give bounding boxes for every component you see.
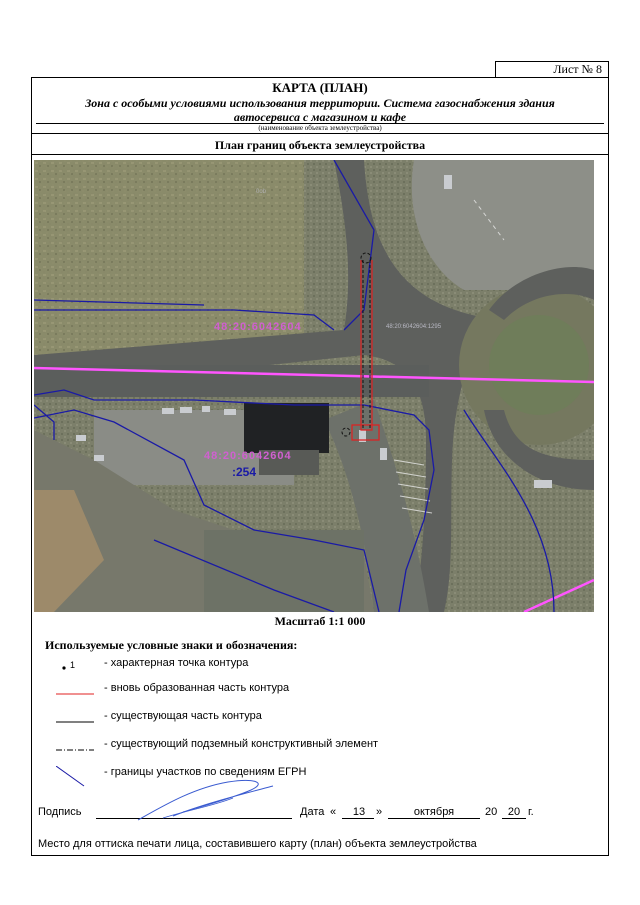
faint-top-label: 0ob xyxy=(256,189,267,195)
sheet-number: Лист № 8 xyxy=(495,61,609,78)
year-line xyxy=(502,818,526,819)
date-month: октября xyxy=(413,806,455,818)
faint-cadastral-label: 48:20:6042604:1295 xyxy=(386,324,442,330)
legend-text-underground: - существующий подземный конструктивный элемент xyxy=(104,738,379,750)
open-quote: « xyxy=(330,806,337,818)
divider-section xyxy=(31,154,609,155)
divider-top xyxy=(31,133,609,134)
year-suffix: 20 xyxy=(507,806,521,818)
date-day: 13 xyxy=(352,806,366,818)
dashdot-line-icon xyxy=(56,738,96,758)
handwritten-signature xyxy=(133,776,283,826)
legend-text-egrn: - границы участков по сведениям ЕГРН xyxy=(104,766,307,778)
document-subtitle: Зона с особыми условиями использования территории. Система газоснабжения здания автосервиса с магазином и кафе xyxy=(85,96,555,124)
parcel-label-top: 48:20:6042604 xyxy=(214,321,302,333)
scale-label: Масштаб 1:1 000 xyxy=(274,614,366,628)
map-canvas xyxy=(34,160,594,612)
red-line-icon xyxy=(56,682,96,702)
day-line xyxy=(342,818,374,819)
legend-item-point xyxy=(36,657,596,677)
legend-item-existing-contour xyxy=(36,710,596,730)
point-number: 1 xyxy=(70,660,76,670)
date-label: Дата xyxy=(300,806,325,818)
legend-title: Используемые условные знаки и обозначения: xyxy=(45,638,298,652)
signature-row xyxy=(38,804,608,824)
parcel-label-mid: 48:20:6042604 xyxy=(204,450,292,462)
legend-text-existing-contour: - существующая часть контура xyxy=(104,710,262,722)
legend-item-underground xyxy=(36,738,596,758)
subtitle-caption: (наименование объекта землеустройства) xyxy=(258,124,382,132)
close-quote: » xyxy=(376,806,383,818)
legend-text-point: - характерная точка контура xyxy=(104,657,249,669)
legend-text-new-contour: - вновь образованная часть контура xyxy=(104,682,290,694)
legend-item-egrn xyxy=(36,766,596,786)
blue-diagonal-icon xyxy=(56,766,96,786)
year-prefix: 20 xyxy=(485,806,498,818)
satellite-map xyxy=(34,160,594,612)
year-unit: г. xyxy=(528,806,534,818)
seal-place-text: Место для оттиска печати лица, составившего карту (план) объекта землеустройства xyxy=(38,838,477,850)
point-icon xyxy=(56,657,96,677)
legend-item-new-contour xyxy=(36,682,596,702)
black-line-icon xyxy=(56,710,96,730)
document-title: КАРТА (ПЛАН) xyxy=(272,80,368,95)
signature-label: Подпись xyxy=(38,806,82,818)
parcel-number-label: :254 xyxy=(232,465,257,479)
section-title: План границ объекта землеустройства xyxy=(214,138,426,152)
month-line xyxy=(388,818,480,819)
